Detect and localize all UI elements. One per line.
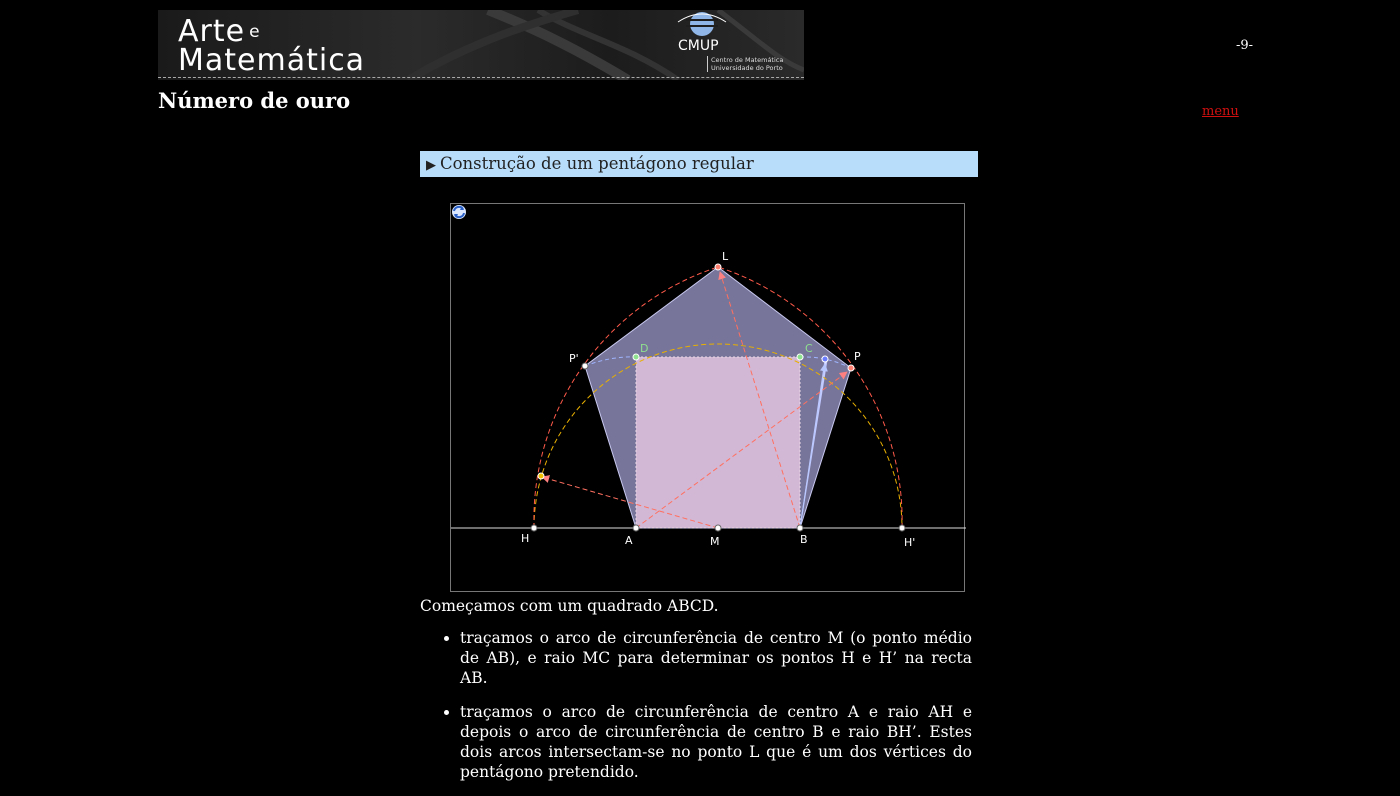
point-arc-yellow[interactable] [538,473,544,479]
label-p: P [854,350,861,363]
point-p[interactable] [848,365,854,371]
point-c-rotated[interactable] [822,356,828,362]
page-title: Número de ouro [158,88,351,113]
banner-title-line2: Matemática [178,43,366,78]
label-d: D [640,342,649,355]
point-l[interactable] [715,264,721,270]
point-h-prime[interactable] [899,525,905,531]
menu-link[interactable]: menu [1202,104,1239,119]
steps-list [420,628,972,782]
cmup-logo-icon [676,10,736,40]
point-h[interactable] [531,525,537,531]
label-b: B [800,533,808,546]
list-item: • traçamos o arco de circunferência de centro M (o ponto médio de AB), e raio MC para determinar os pontos H e H’ na recta AB. [460,628,972,688]
point-p-prime[interactable] [582,363,588,369]
banner-dashed-line [158,77,804,78]
section-title: Construção de um pentágono regular [440,154,754,173]
point-d[interactable] [633,354,639,360]
refresh-icon[interactable] [451,204,467,220]
expand-triangle-icon: ▶ [426,158,436,173]
point-a[interactable] [633,525,639,531]
square-abcd [636,357,800,528]
label-h-prime: H' [904,536,916,549]
point-m[interactable] [715,525,721,531]
cmup-logo-text: CMUP [678,38,719,54]
label-h: H [521,532,530,545]
geometry-applet[interactable] [450,203,965,592]
point-c[interactable] [797,354,803,360]
label-m: M [710,535,720,548]
point-b[interactable] [797,525,803,531]
header-banner [158,10,804,80]
page-number: -9- [1236,38,1254,53]
label-l: L [722,250,729,263]
banner-title-line1: Arte e [178,14,261,49]
explanation-text [420,596,972,796]
list-item: • traçamos o arco de circunferência de centro A e raio AH e depois o arco de circunferência de centro B e raio BH’. Estes dois arcos intersectam-se no ponto L que é um dos vértices do pentágono pretendido. [460,702,972,782]
intro-paragraph: Começamos com um quadrado ABCD. [420,597,719,615]
label-p-prime: P' [569,352,579,365]
pentagon-construction-diagram [451,204,966,593]
cmup-logo-subtitle: Centro de Matemática Universidade do Porto [707,56,783,72]
section-toggle[interactable] [420,151,978,177]
label-a: A [625,534,633,547]
label-c: C [805,342,813,355]
